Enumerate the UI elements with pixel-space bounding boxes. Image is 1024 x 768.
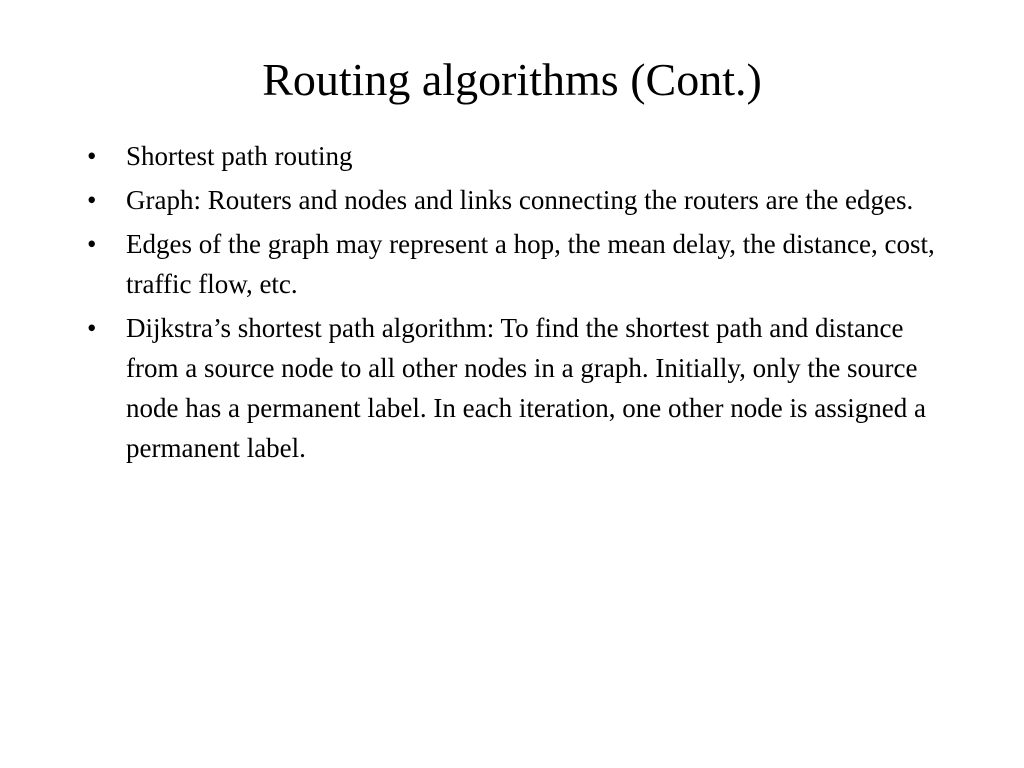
bullet-icon: •: [87, 229, 97, 259]
bullet-text: Dijkstra’s shortest path algorithm: To find the shortest path and distance from a source node to all other nodes in a graph. Initially, only the source node has a permanent label. In each iteration, one other node is assigned a permanent label.: [126, 313, 926, 463]
bullet-icon: •: [87, 185, 97, 215]
bullet-item: [84, 136, 944, 176]
bullet-item: [84, 308, 944, 468]
bullet-text: Graph: Routers and nodes and links connecting the routers are the edges.: [126, 185, 914, 215]
bullet-icon: •: [87, 141, 97, 171]
bullet-icon: •: [87, 313, 97, 343]
slide-title: Routing algorithms (Cont.): [262, 54, 762, 105]
bullet-item: [84, 180, 944, 220]
bullet-item: [84, 224, 944, 304]
bullet-text: Edges of the graph may represent a hop, the mean delay, the distance, cost, traffic flow, etc.: [126, 229, 935, 299]
bullet-list: [84, 136, 944, 472]
bullet-text: Shortest path routing: [126, 141, 353, 171]
